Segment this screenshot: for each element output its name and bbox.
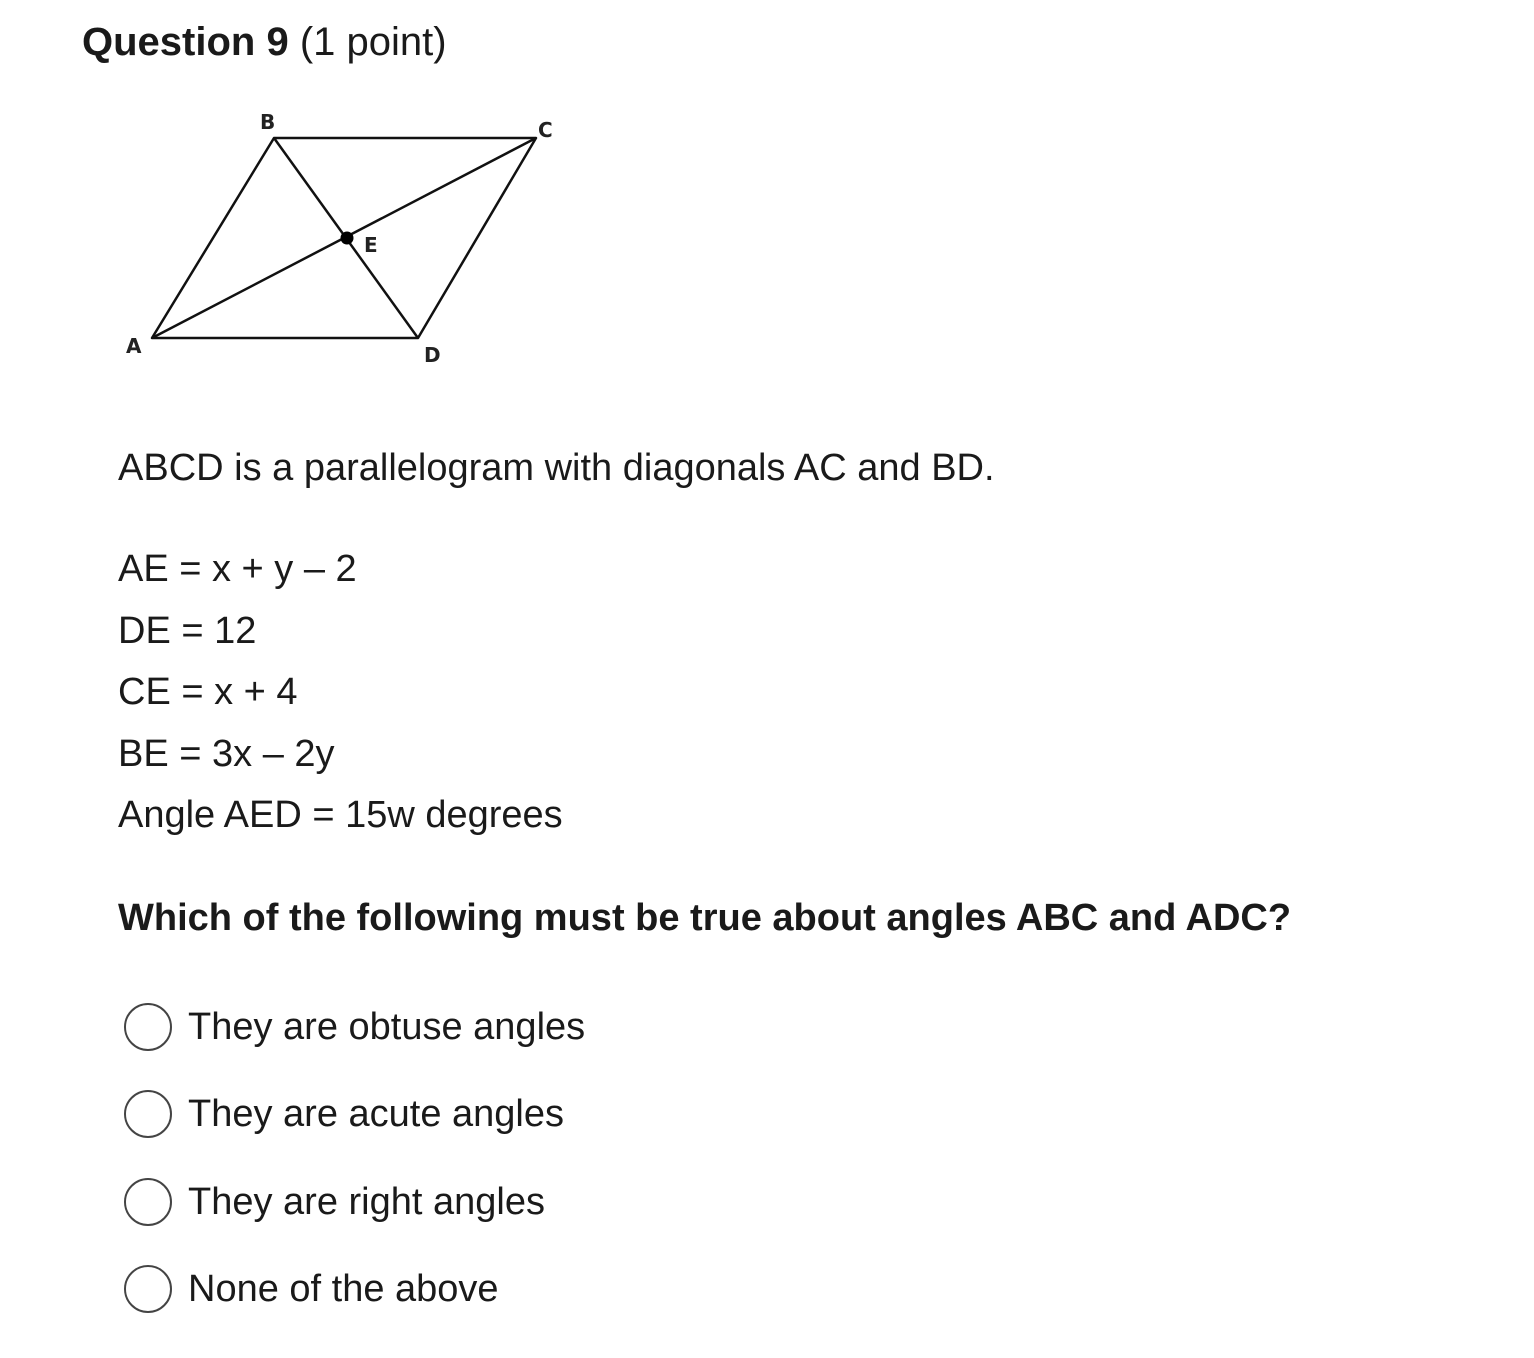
question-prompt: ABCD is a parallelogram with diagonals AC and BD. — [118, 447, 995, 489]
answer-option-right[interactable] — [124, 1158, 585, 1246]
answer-option-acute[interactable] — [124, 1071, 585, 1159]
answer-option-obtuse[interactable] — [124, 983, 585, 1071]
given-ce: CE = x + 4 — [118, 671, 298, 713]
parallelogram-figure — [110, 100, 590, 380]
answer-option-label: They are acute angles — [188, 1093, 565, 1136]
given-values — [118, 543, 563, 851]
answer-option-label: They are right angles — [188, 1180, 545, 1223]
radio-button[interactable] — [124, 1178, 172, 1226]
parallelogram-diagram — [110, 100, 590, 380]
question-ask: Which of the following must be true about angles ABC and ADC? — [118, 897, 1292, 939]
given-de: DE = 12 — [118, 609, 257, 652]
answer-option-label: They are obtuse angles — [188, 1005, 586, 1048]
point-e-marker — [341, 232, 354, 245]
vertex-label-b: B — [260, 110, 276, 134]
vertex-label-c: C — [538, 118, 553, 142]
given-be: BE = 3x – 2y — [118, 732, 335, 775]
answer-options — [124, 1005, 586, 1358]
radio-button[interactable] — [124, 1090, 172, 1138]
radio-button[interactable] — [124, 1003, 172, 1051]
vertex-label-d: D — [424, 343, 441, 367]
question-points: (1 point) — [299, 20, 447, 64]
answer-option-label: None of the above — [188, 1268, 499, 1311]
radio-button[interactable] — [124, 1265, 172, 1313]
given-ae: AE = x + y – 2 — [118, 548, 357, 590]
question-number: Question 9 — [82, 20, 289, 64]
vertex-label-a: A — [126, 334, 142, 358]
question-header — [82, 14, 447, 70]
given-angle-aed: Angle AED = 15w degrees — [118, 794, 563, 836]
answer-option-none[interactable] — [124, 1246, 585, 1334]
vertex-label-e: E — [364, 233, 378, 257]
